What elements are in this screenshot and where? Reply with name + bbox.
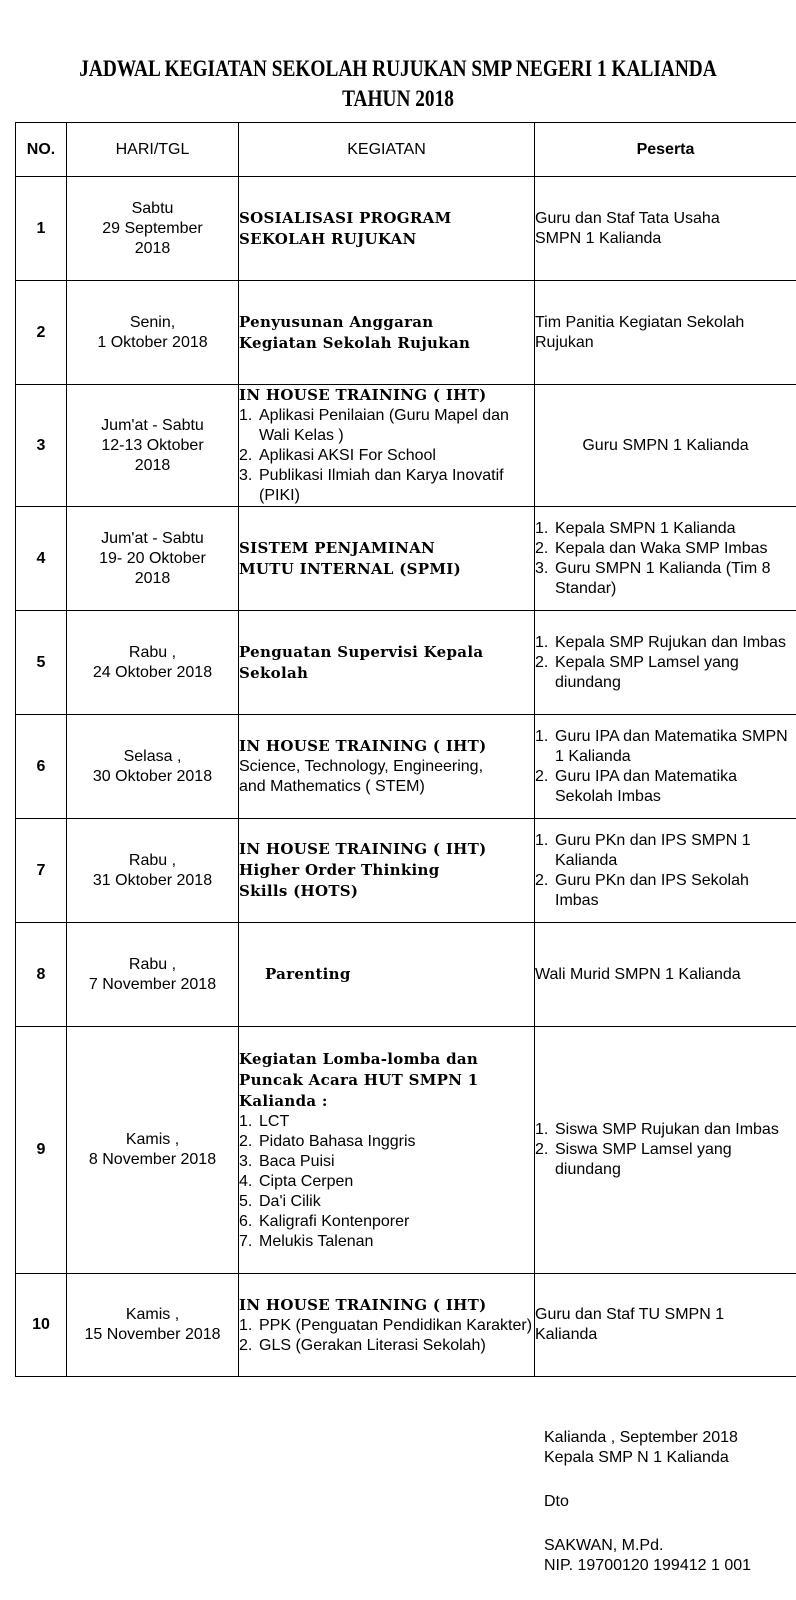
table-row [16,611,796,715]
list-item [239,1212,534,1232]
list-number: 4. [239,1172,253,1190]
document-title [64,54,733,114]
date-line: 30 Oktober 2018 [92,767,213,785]
row-participants [535,819,796,923]
list-item [535,653,796,693]
row-activity [239,1274,535,1377]
header-activity: KEGIATAN [239,123,535,177]
participants-list [535,1120,796,1180]
activity-list [239,406,534,506]
table-row [16,819,796,923]
list-number: 1. [239,1316,253,1334]
list-text: LCT [259,1112,290,1130]
list-item [535,1120,796,1140]
date-line: Jum'at - Sabtu [101,529,204,547]
date-line: 31 Oktober 2018 [92,871,213,889]
date-line: Kamis , [125,1131,180,1148]
row-participants [535,611,796,715]
participants-line: Wali Murid SMPN 1 Kalianda [535,965,741,983]
participants-line: Guru dan Staf Tata Usaha [535,209,720,227]
list-number: 1. [239,1112,253,1130]
row-activity [239,177,535,281]
footer-nip: NIP. 19700120 199412 1 001 [544,1557,752,1574]
activity-title-line: SISTEM PENJAMINAN [239,538,436,557]
date-line: Jum'at - Sabtu [101,416,204,434]
list-number: 2. [535,871,549,889]
activity-title-line: IN HOUSE TRAINING ( IHT) [239,386,487,404]
date-line: Rabu , [128,643,177,661]
participants-list [535,831,796,911]
list-item [239,406,534,446]
list-item [535,519,796,539]
date-line: 2018 [134,456,171,474]
row-number: 3 [16,385,67,507]
list-number: 3. [239,467,253,484]
row-number: 4 [16,507,67,611]
list-text: Siswa SMP Lamsel yang diundang [555,1141,732,1178]
activity-title-line: SEKOLAH RUJUKAN [239,229,417,248]
activity-title-line: Kalianda : [239,1091,328,1110]
row-activity [239,611,535,715]
activity-title-line: Kegiatan Lomba-lomba dan [239,1049,479,1068]
activity-title-line: Puncak Acara HUT SMPN 1 [239,1070,479,1089]
row-activity [239,507,535,611]
row-date [67,177,239,281]
list-number: 7. [239,1232,253,1250]
list-number: 2. [535,539,549,557]
list-number: 2. [239,447,253,464]
list-text: Kepala dan Waka SMP Imbas [555,539,768,557]
list-item [239,1152,534,1172]
header-date: HARI/TGL [67,123,239,177]
list-number: 1. [535,1121,549,1138]
date-line: Selasa , [123,747,182,765]
list-item [535,727,796,767]
activity-title-line: Kegiatan Sekolah Rujukan [239,333,471,352]
list-text: Guru IPA dan Matematika Sekolah Imbas [555,767,738,805]
list-text: Guru PKn dan IPS Sekolah Imbas [555,871,749,909]
row-date [67,385,239,507]
list-number: 2. [239,1132,253,1150]
list-item [239,466,534,506]
row-number: 9 [16,1027,67,1274]
list-text: Kepala SMPN 1 Kalianda [555,519,736,537]
row-date [67,1274,239,1377]
list-item [535,767,796,807]
activity-title-line: Skills (HOTS) [239,882,359,900]
list-number: 3. [239,1152,253,1170]
table-row [16,1027,796,1274]
activity-list [239,1112,534,1252]
list-item [239,1316,534,1336]
table-header-row [16,123,796,177]
date-line: 2018 [134,569,171,587]
list-item [239,1132,534,1152]
list-text: Melukis Talenan [259,1232,374,1250]
list-number: 2. [239,1336,253,1354]
list-item [535,559,796,599]
footer-name: SAKWAN, M.Pd. [544,1537,664,1554]
list-item [535,831,796,871]
list-item [535,539,796,559]
header-participants: Peserta [535,123,796,177]
list-text: Pidato Bahasa Inggris [259,1132,416,1150]
list-number: 6. [239,1212,253,1230]
list-item [239,446,534,466]
row-participants [535,385,796,507]
date-line: 29 September [102,219,203,237]
activity-title-line: IN HOUSE TRAINING ( IHT) [239,1295,487,1314]
list-text: Kepala SMP Lamsel yang diundang [555,653,739,691]
list-number: 1. [535,519,549,537]
participants-line: Rujukan [535,333,594,351]
activity-title-line: Higher Order Thinking [239,861,440,879]
row-number: 8 [16,923,67,1027]
signature-block [544,1428,751,1576]
list-number: 1. [239,407,253,424]
list-text: Guru SMPN 1 Kalianda (Tim 8 Standar) [555,559,771,597]
activity-title-line: IN HOUSE TRAINING ( IHT) [239,737,487,755]
activity-title-line: Penyusunan Anggaran [239,312,434,331]
row-activity [239,923,535,1027]
list-number: 1. [535,727,549,745]
date-line: 19- 20 Oktober [99,549,206,567]
participants-line: Guru dan Staf TU SMPN 1 [535,1306,725,1323]
table-row [16,1274,796,1377]
row-activity [239,281,535,385]
list-text: PPK (Penguatan Pendidikan Karakter) [259,1316,533,1334]
activity-title-line: Sekolah [239,663,309,682]
date-line: Rabu , [128,851,177,869]
row-activity [239,819,535,923]
row-number: 6 [16,715,67,819]
list-number: 5. [239,1192,253,1210]
row-date [67,819,239,923]
footer-signature: Dto [544,1493,569,1510]
list-text: Publikasi Ilmiah dan Karya Inovatif (PIKI) [259,467,504,504]
activity-title-line: Penguatan Supervisi Kepala [239,642,484,661]
list-item [239,1192,534,1212]
row-number: 2 [16,281,67,385]
list-text: Guru PKn dan IPS SMPN 1 Kalianda [555,831,751,869]
list-text: Kaligrafi Kontenporer [259,1212,410,1230]
table-row [16,385,796,507]
title-line-2: TAHUN 2018 [342,86,454,111]
date-line: Rabu , [128,955,177,973]
list-number: 1. [535,633,549,651]
list-text: Cipta Cerpen [259,1172,354,1190]
row-participants [535,177,796,281]
date-line: 8 November 2018 [88,1151,217,1168]
row-date [67,507,239,611]
row-date [67,1027,239,1274]
participants-list [535,727,796,807]
date-line: 24 Oktober 2018 [92,663,213,681]
list-number: 2. [535,653,549,671]
table-row [16,177,796,281]
list-item [239,1232,534,1252]
table-row [16,715,796,819]
row-date [67,923,239,1027]
date-line: 2018 [134,239,171,257]
list-text: Aplikasi Penilaian (Guru Mapel dan Wali Kelas ) [259,407,509,444]
activity-title-line: MUTU INTERNAL (SPMI) [239,559,461,578]
row-participants [535,1027,796,1274]
list-number: 2. [535,1141,549,1158]
list-text: Siswa SMP Rujukan dan Imbas [555,1121,779,1138]
row-number: 10 [16,1274,67,1377]
list-text: Aplikasi AKSI For School [259,447,436,464]
date-line: 1 Oktober 2018 [97,333,208,351]
footer-position: Kepala SMP N 1 Kalianda [544,1449,729,1466]
date-line: Senin, [129,313,176,331]
row-activity [239,715,535,819]
participants-list [535,633,796,693]
row-number: 7 [16,819,67,923]
date-line: 12-13 Oktober [101,436,204,454]
row-number: 5 [16,611,67,715]
list-text: Baca Puisi [259,1152,335,1170]
row-date [67,715,239,819]
list-text: Da'i Cilik [259,1192,321,1210]
row-date [67,281,239,385]
row-participants [535,923,796,1027]
list-item [535,871,796,911]
activity-text-line: Science, Technology, Engineering, [239,758,484,775]
list-text: GLS (Gerakan Literasi Sekolah) [259,1336,486,1354]
participants-list [535,519,796,599]
list-item [239,1172,534,1192]
footer-place-date: Kalianda , September 2018 [544,1429,738,1446]
table-row [16,281,796,385]
list-item [535,1140,796,1180]
activity-title-line: Parenting [265,965,351,983]
participants-line: Kalianda [535,1326,598,1343]
list-number: 2. [535,767,549,785]
list-number: 1. [535,831,549,849]
date-line: 7 November 2018 [88,975,217,993]
activity-text-line: and Mathematics ( STEM) [239,778,425,795]
row-participants [535,1274,796,1377]
list-number: 3. [535,559,549,577]
list-text: Guru IPA dan Matematika SMPN 1 Kalianda [555,727,788,765]
list-item [239,1112,534,1132]
activity-title-line: SOSIALISASI PROGRAM [239,208,452,227]
date-line: Kamis , [125,1306,180,1323]
activity-title-line: IN HOUSE TRAINING ( IHT) [239,840,487,858]
participants-line: SMPN 1 Kalianda [535,229,662,247]
row-participants [535,715,796,819]
row-activity [239,385,535,507]
row-number: 1 [16,177,67,281]
list-item [239,1336,534,1356]
row-participants [535,507,796,611]
activity-list [239,1316,534,1356]
row-activity [239,1027,535,1274]
date-line: Sabtu [131,199,174,217]
table-row [16,507,796,611]
schedule-table [15,122,796,1377]
date-line: 15 November 2018 [84,1326,221,1343]
header-no: NO. [16,123,67,177]
participants-line: Guru SMPN 1 Kalianda [582,436,749,454]
title-line-1: JADWAL KEGIATAN SEKOLAH RUJUKAN SMP NEGERI 1 KALIANDA [79,56,717,81]
table-row [16,923,796,1027]
list-text: Kepala SMP Rujukan dan Imbas [555,633,786,651]
list-item [535,633,796,653]
row-participants [535,281,796,385]
participants-line: Tim Panitia Kegiatan Sekolah [535,313,745,331]
row-date [67,611,239,715]
